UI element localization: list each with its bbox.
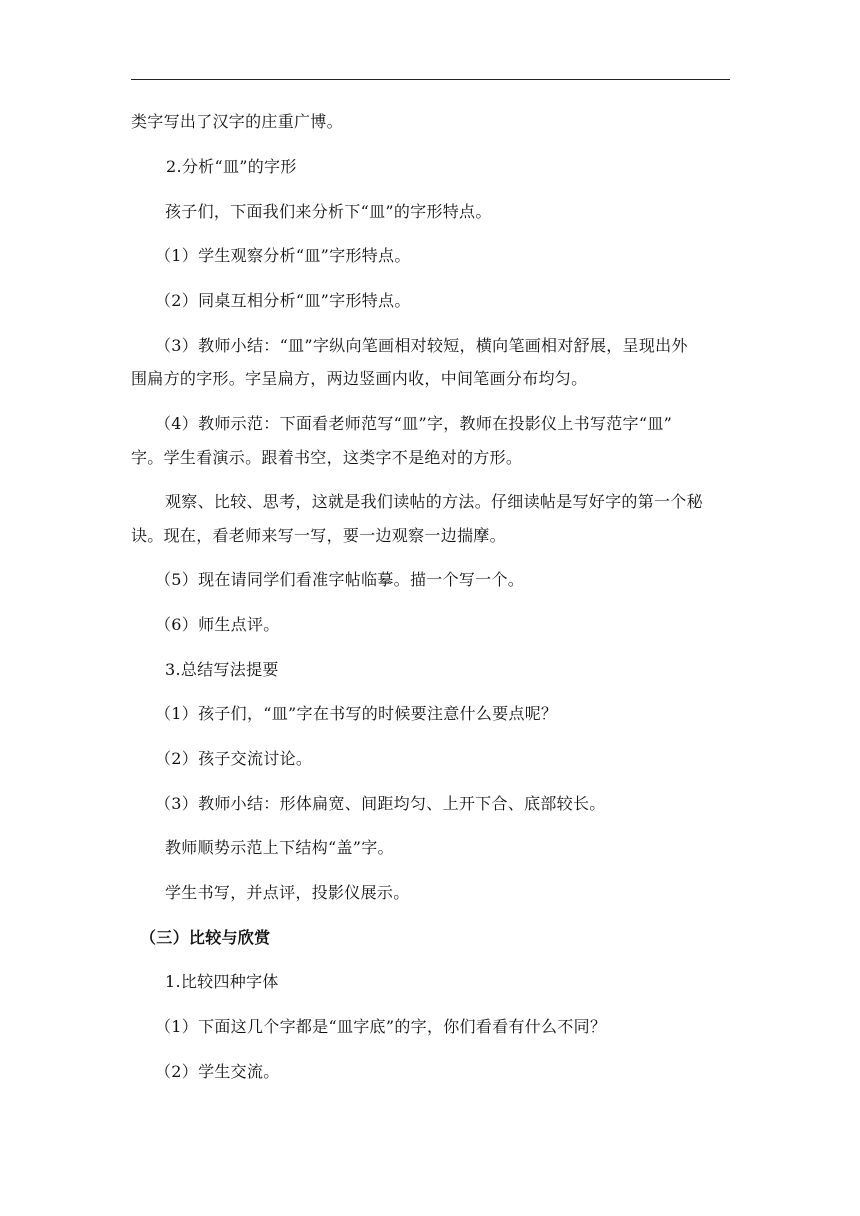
section-heading: 1.比较四种字体 [165,972,279,991]
header-rule [131,79,730,80]
list-item: （3）教师小结：形体扁宽、间距均匀、上开下合、底部较长。 [155,794,606,813]
text-line: 教师顺势示范上下结构“盖”字。 [165,838,394,857]
section-title: （三）比较与欣赏 [140,928,271,947]
list-item: （5）现在请同学们看准字帖临摹。描一个写一个。 [155,570,525,589]
list-item: （1）孩子们，“皿”字在书写的时候要注意什么要点呢？ [155,704,558,723]
text-line: 诀。现在，看老师来写一写，要一边观察一边揣摩。 [131,526,506,545]
section-heading: 2.分析“皿”的字形 [166,157,297,176]
list-item: （1）学生观察分析“皿”字形特点。 [155,246,411,265]
text-line: 类字写出了汉字的庄重广博。 [131,112,343,131]
list-item: （2）孩子交流讨论。 [155,749,313,768]
list-item: （3）教师小结：“皿”字纵向笔画相对较短，横向笔画相对舒展，呈现出外 [155,336,688,355]
list-item: （1）下面这几个字都是“皿字底”的字，你们看看有什么不同？ [155,1017,607,1036]
section-heading: 3.总结写法提要 [165,660,279,679]
list-item: （2）同桌互相分析“皿”字形特点。 [155,291,411,310]
list-item: （2）学生交流。 [155,1062,280,1081]
text-line: 学生书写，并点评，投影仪展示。 [165,883,410,902]
text-line: 观察、比较、思考，这就是我们读帖的方法。仔细读帖是写好字的第一个秘 [165,492,703,511]
text-line: 字。学生看演示。跟着书空，这类字不是绝对的方形。 [131,448,523,467]
text-line: 孩子们，下面我们来分析下“皿”的字形特点。 [165,202,492,221]
text-line: 围扁方的字形。字呈扁方，两边竖画内收，中间笔画分布均匀。 [131,369,588,388]
list-item: （4）教师示范：下面看老师范写“皿”字，教师在投影仪上书写范字“皿” [155,414,673,433]
list-item: （6）师生点评。 [155,615,280,634]
